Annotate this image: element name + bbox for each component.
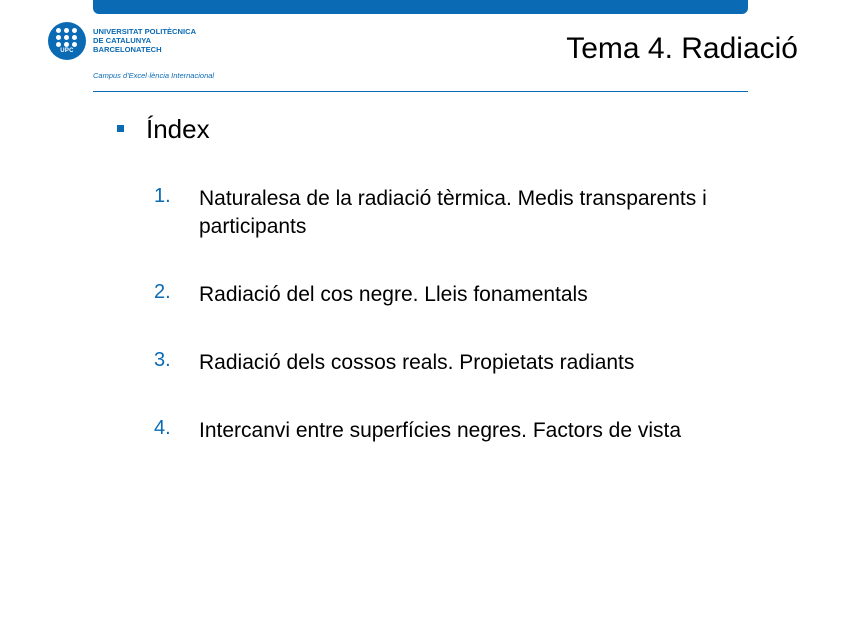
toc-item-text: Intercanvi entre superfícies negres. Factors de vista	[199, 419, 682, 442]
toc-item-number: 4.	[154, 417, 171, 439]
toc-item-number: 2.	[154, 281, 171, 303]
top-accent-bar	[93, 0, 748, 14]
section-heading: Índex	[146, 114, 210, 144]
toc-item-text: Radiació del cos negre. Lleis fonamentals	[199, 283, 588, 306]
header-divider	[93, 91, 748, 92]
logo-initials: UPC	[60, 48, 74, 54]
logo-line-1: UNIVERSITAT POLITÈCNICA	[93, 27, 197, 36]
square-bullet-icon	[117, 125, 124, 132]
logo-tagline: Campus d'Excel·lència Internacional	[93, 71, 215, 80]
toc-item-number: 1.	[154, 185, 171, 207]
logo-line-3: BARCELONATECH	[93, 45, 162, 54]
slide-title: Tema 4. Radiació	[566, 32, 798, 65]
logo-wordmark	[93, 27, 253, 54]
toc-item-text: Naturalesa de la radiació tèrmica. Medis transparents i participants	[199, 187, 707, 238]
toc-item-number: 3.	[154, 349, 171, 371]
logo-line-2: DE CATALUNYA	[93, 36, 152, 45]
toc-item-text: Radiació dels cossos reals. Propietats radiants	[199, 351, 635, 374]
upc-logo-emblem-icon	[48, 22, 86, 60]
